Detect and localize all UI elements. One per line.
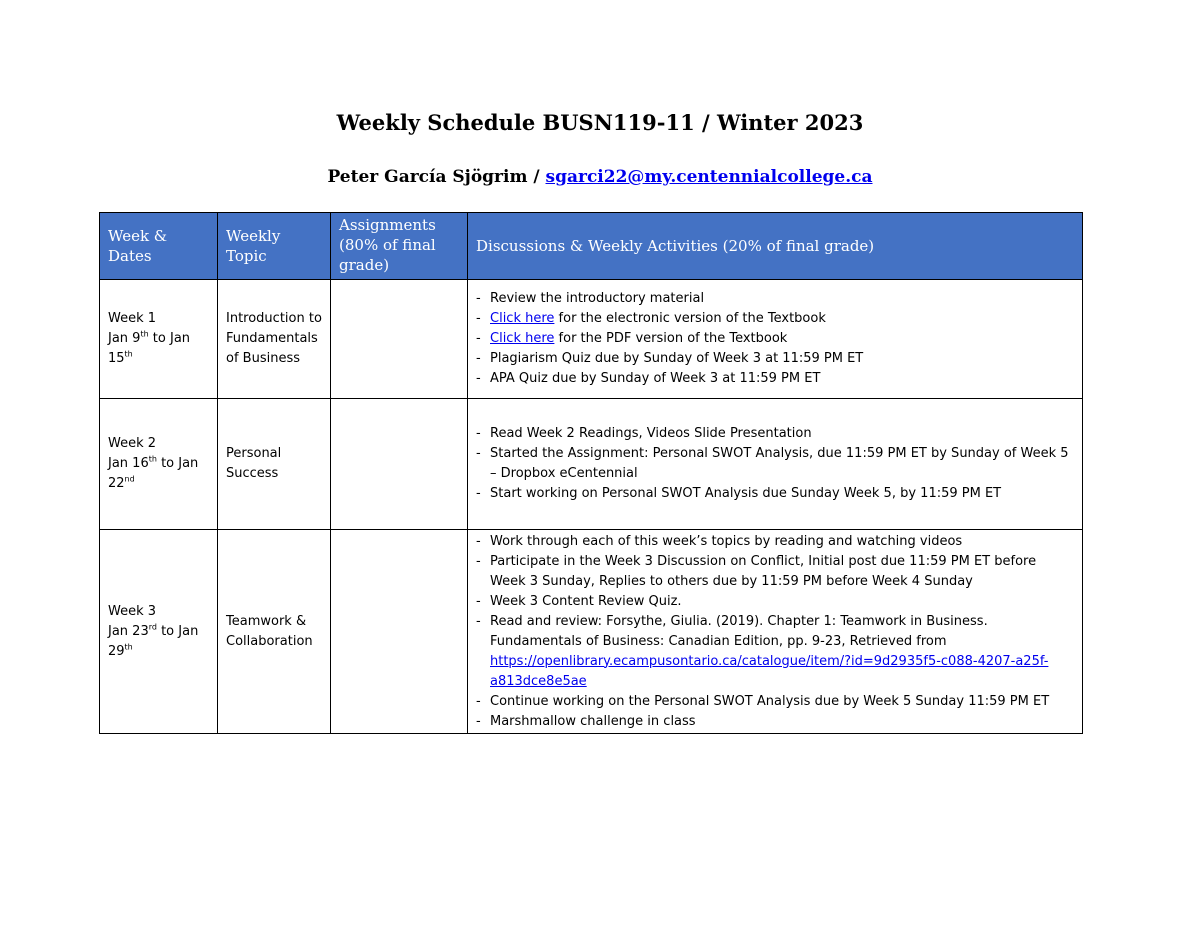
activity-text: Continue working on the Personal SWOT Analysis due by Week 5 Sunday 11:59 PM ET — [490, 693, 1050, 709]
assignments-cell — [331, 530, 468, 734]
textbook-link[interactable]: Click here — [490, 331, 555, 346]
textbook-link[interactable]: Click here — [490, 311, 555, 326]
activity-item — [476, 532, 1074, 552]
date-end-suffix: nd — [124, 474, 135, 484]
activity-item — [476, 424, 1074, 444]
activity-text: for the PDF version of the Textbook — [554, 331, 788, 346]
week-dates — [108, 454, 209, 494]
table-header-row — [100, 213, 1083, 280]
week-label: Week 1 — [108, 311, 157, 326]
activity-text: Marshmallow challenge in class — [490, 713, 696, 729]
date-end-suffix: th — [124, 349, 133, 359]
activity-text: Participate in the Week 3 Discussion on Conflict, Initial post due 11:59 PM ET before Week 3 Sunday, Replies to others due by 11:59 PM before Week 4 Sunday — [490, 553, 1037, 589]
activity-text: Read and review: Forsythe, Giulia. (2019). Chapter 1: Teamwork in Business. Fundamentals of Business: Canadian Edition, pp. 9-23, Retrieved from — [490, 613, 988, 649]
activity-text: Work through each of this week’s topics by reading and watching videos — [490, 533, 963, 549]
date-separator: to Jan — [156, 623, 199, 639]
activities-list — [476, 424, 1074, 504]
week-dates — [108, 622, 209, 662]
weekly-topic-cell: Teamwork & Collaboration — [218, 530, 331, 734]
date-separator: to Jan — [156, 456, 199, 471]
week-dates-cell — [100, 399, 218, 530]
activity-item — [476, 484, 1074, 504]
activity-item — [476, 289, 1074, 309]
activities-cell — [468, 399, 1083, 530]
column-header-assignments: Assignments (80% of final grade) — [331, 213, 468, 280]
table-row — [100, 530, 1083, 734]
date-end: 22 — [108, 476, 125, 491]
table-row — [100, 280, 1083, 399]
weekly-topic-cell: Introduction to Fundamentals of Business — [218, 280, 331, 399]
instructor-line — [0, 167, 1200, 187]
assignments-cell — [331, 280, 468, 399]
activity-text: APA Quiz due by Sunday of Week 3 at 11:59 PM ET — [490, 371, 821, 386]
date-end-suffix: th — [124, 642, 133, 652]
week-label: Week 3 — [108, 603, 157, 619]
date-start-suffix: th — [140, 329, 149, 339]
date-end: 29 — [108, 643, 125, 659]
week-dates — [108, 329, 209, 369]
instructor-name: Peter García Sjögrim / — [327, 167, 540, 187]
date-separator: to Jan — [148, 331, 191, 346]
assignments-cell — [331, 399, 468, 530]
date-start-suffix: th — [148, 454, 157, 464]
date-end: 15 — [108, 351, 125, 366]
date-start: Jan 23 — [108, 623, 149, 639]
column-header-activities: Discussions & Weekly Activities (20% of final grade) — [468, 213, 1083, 280]
column-header-week: Week & Dates — [100, 213, 218, 280]
activity-text: Review the introductory material — [490, 291, 705, 306]
activity-text: Read Week 2 Readings, Videos Slide Presentation — [490, 426, 812, 441]
activity-item — [476, 592, 1074, 612]
activity-item — [476, 444, 1074, 484]
activity-text: for the electronic version of the Textbook — [554, 311, 826, 326]
activity-text: Week 3 Content Review Quiz. — [490, 593, 682, 609]
activity-item — [476, 692, 1074, 712]
activity-item — [476, 329, 1074, 349]
column-header-topic: Weekly Topic — [218, 213, 331, 280]
date-start: Jan 9 — [108, 331, 141, 346]
activities-list — [476, 289, 1074, 389]
week-dates-cell — [100, 530, 218, 734]
activity-item — [476, 369, 1074, 389]
activity-item — [476, 712, 1074, 732]
activity-item — [476, 612, 1074, 692]
activity-item — [476, 309, 1074, 329]
page-title: Weekly Schedule BUSN119-11 / Winter 2023 — [336, 110, 864, 135]
activity-text: Started the Assignment: Personal SWOT Analysis, due 11:59 PM ET by Sunday of Week 5 – Dropbox eCentennial — [490, 446, 1069, 481]
date-start: Jan 16 — [108, 456, 149, 471]
activity-text: Plagiarism Quiz due by Sunday of Week 3 at 11:59 PM ET — [490, 351, 864, 366]
activity-item — [476, 349, 1074, 369]
table-row — [100, 399, 1083, 530]
date-start-suffix: rd — [148, 622, 157, 632]
instructor-email-link[interactable]: sgarci22@my.centennialcollege.ca — [545, 167, 873, 187]
activities-list — [476, 532, 1074, 732]
activity-item — [476, 552, 1074, 592]
reading-url-link[interactable]: https://openlibrary.ecampusontario.ca/catalogue/item/?id=9d2935f5-c088-4207-a25f-a813dce8e5ae — [490, 653, 1049, 689]
activities-cell — [468, 280, 1083, 399]
activities-cell — [468, 530, 1083, 734]
schedule-table — [99, 212, 1083, 734]
week-dates-cell — [100, 280, 218, 399]
week-label: Week 2 — [108, 436, 157, 451]
weekly-topic-cell: Personal Success — [218, 399, 331, 530]
activity-text: Start working on Personal SWOT Analysis due Sunday Week 5, by 11:59 PM ET — [490, 486, 1002, 501]
